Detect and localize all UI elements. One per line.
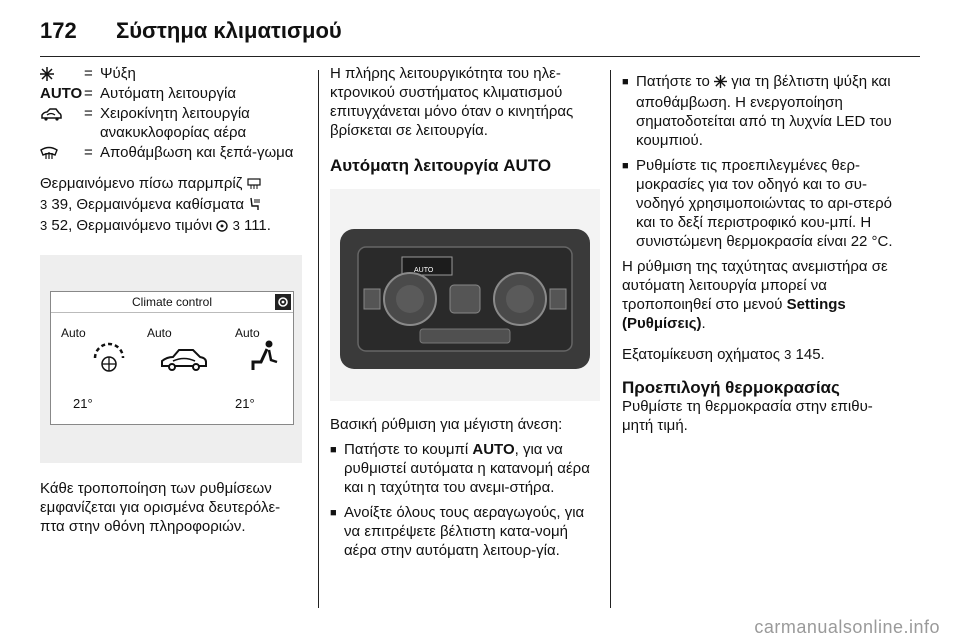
climate-control-display-figure [40, 255, 302, 463]
bullet-marker: ■ [622, 160, 629, 172]
heated-seats-text: 39, Θερμαινόμενα καθίσματα [51, 196, 245, 213]
basic-setting-text: Βασική ρύθμιση για μέγιστη άνεση: [330, 416, 563, 433]
column-1 [40, 64, 302, 536]
legend-row-defrost [40, 143, 302, 162]
auto-label-left: Auto [61, 326, 86, 340]
bullet-text-pre: Πατήστε το [636, 73, 710, 90]
bullet-marker: ■ [330, 507, 337, 519]
bullet-item [622, 156, 904, 251]
auto-mode-heading: Αυτόματη λειτουργία AUTO [330, 156, 552, 175]
fan-speed-text: Η ρύθμιση της ταχύτητας ανεμιστήρα σε αυτόματη λειτουργία μπορεί να τροποποιηθεί στο μενού [622, 258, 888, 313]
page-header [40, 14, 920, 48]
heated-steering-wheel-icon [216, 218, 228, 237]
preset-temperature-heading: Προεπιλογή θερμοκρασίας [622, 378, 840, 397]
climate-control-screen [50, 291, 294, 425]
column-divider-2 [610, 70, 611, 608]
header-rule [40, 56, 920, 57]
bullet-text-post: για τη βέλτιστη ψύξη και αποθάμβωση. Η ενεργοποίηση σηματοδοτείται από τη λυχνία LED του κουμπιού. [636, 73, 892, 149]
car-recirculation-icon [40, 104, 84, 123]
bullet-marker: ■ [622, 76, 629, 88]
bullet-text-pre: Πατήστε το κουμπί [344, 441, 469, 458]
air-distribution-seat-icon [247, 338, 281, 379]
legend-equals: = [84, 65, 93, 82]
intro-paragraph: Η πλήρης λειτουργικότητα του ηλε-κτρονικού συστήματος κλιματισμού επιτυγχάνεται μόνο όταν ο κινητήρας βρίσκεται σε λειτουργία. [330, 65, 574, 139]
page-number: 172 [40, 18, 77, 43]
temperature-left: 21° [73, 396, 93, 411]
bullet-item [622, 72, 904, 150]
climate-panel-illustration [330, 189, 600, 401]
legend-desc: Αποθάμβωση και ξεπά-γωμα [100, 144, 294, 161]
snowflake-icon [40, 64, 84, 83]
heated-rear-window-text: Θερμαινόμενο πίσω παρμπρίζ [40, 175, 243, 192]
column-2 [330, 64, 600, 560]
preset-temperature-body: Ρυθμίστε τη θερμοκρασία στην επιθυ-μητή τιμή. [622, 398, 873, 434]
legend-equals: = [84, 105, 93, 122]
cross-reference-icon: 3 [40, 218, 48, 233]
defrost-icon [40, 143, 84, 162]
watermark: carmanualsonline.info [754, 617, 940, 637]
legend-desc: Αυτόματη λειτουργία [100, 85, 237, 102]
customisation-text: Εξατομίκευση οχήματος [622, 346, 780, 363]
bullet-item [330, 503, 600, 560]
customisation-page: 145. [795, 346, 825, 363]
column-divider-1 [318, 70, 319, 608]
cross-reference-icon: 3 [40, 197, 48, 212]
column-3 [622, 64, 904, 435]
auto-bold-term: AUTO [472, 441, 515, 458]
heated-steering-text: 52, Θερμαινόμενο τιμόνι [51, 217, 213, 234]
climate-panel-photo [330, 189, 600, 401]
legend-desc: Χειροκίνητη λειτουργία ανακυκλοφορίας αέρα [100, 105, 250, 141]
settings-gear-icon [275, 294, 291, 310]
bullet-item [330, 440, 600, 497]
air-recirculation-car-icon [159, 346, 209, 377]
settings-menu-term: Settings (Ρυθμίσεις) [622, 296, 846, 332]
auto-symbol: AUTO [40, 85, 83, 102]
climate-control-title: Climate control [51, 292, 293, 313]
cross-reference-icon: 3 [232, 218, 240, 233]
snowflake-icon [714, 74, 727, 93]
customisation-reference [622, 345, 904, 364]
period: . [701, 315, 706, 332]
bullet-text-post: , για να ρυθμιστεί αυτόματα η κατανομή αέρα και η ταχύτητα του ανεμι-στήρα. [344, 441, 590, 496]
photo-auto-button-label: AUTO [414, 267, 434, 274]
page-title: Σύστημα κλιματισμού [116, 18, 342, 43]
legend-row-auto [40, 84, 302, 103]
legend-row-recirculation [40, 104, 302, 142]
legend-desc: Ψύξη [100, 65, 136, 82]
heated-seat-icon [248, 197, 260, 216]
bullet-text: Ανοίξτε όλους τους αεραγωγούς, για να επιτρέψετε βέλτιστη κατα-νομή αέρα στην αυτόματη λειτουρ-γία. [344, 504, 585, 559]
heated-features-paragraph [40, 174, 302, 237]
display-info-paragraph: Κάθε τροποποίηση των ρυθμίσεων εμφανίζεται για ορισμένα δευτερόλε-πτα στην οθόνη πληροφοριών. [40, 480, 281, 535]
temperature-right: 21° [235, 396, 255, 411]
fan-speed-icon [89, 338, 129, 379]
heated-rear-window-icon [247, 176, 261, 195]
cross-reference-icon: 3 [784, 347, 792, 362]
auto-label-right: Auto [235, 326, 260, 340]
legend-equals: = [84, 85, 93, 102]
bullet-marker: ■ [330, 444, 337, 456]
auto-label-middle: Auto [147, 326, 172, 340]
symbol-legend [40, 64, 302, 162]
fan-speed-paragraph [622, 257, 904, 333]
legend-row-cooling [40, 64, 302, 83]
legend-equals: = [84, 144, 93, 161]
bullet-text: Ρυθμίστε τις προεπιλεγμένες θερ-μοκρασίες για τον οδηγό και το συ-νοδηγό χρησιμοποιώντας το αρι-στερό και το δεξί περιστροφικό κου-μπί. Η συνιστώμενη θερμοκρασία είναι 22 °C. [636, 157, 893, 250]
heated-steering-page: 111. [243, 217, 271, 234]
